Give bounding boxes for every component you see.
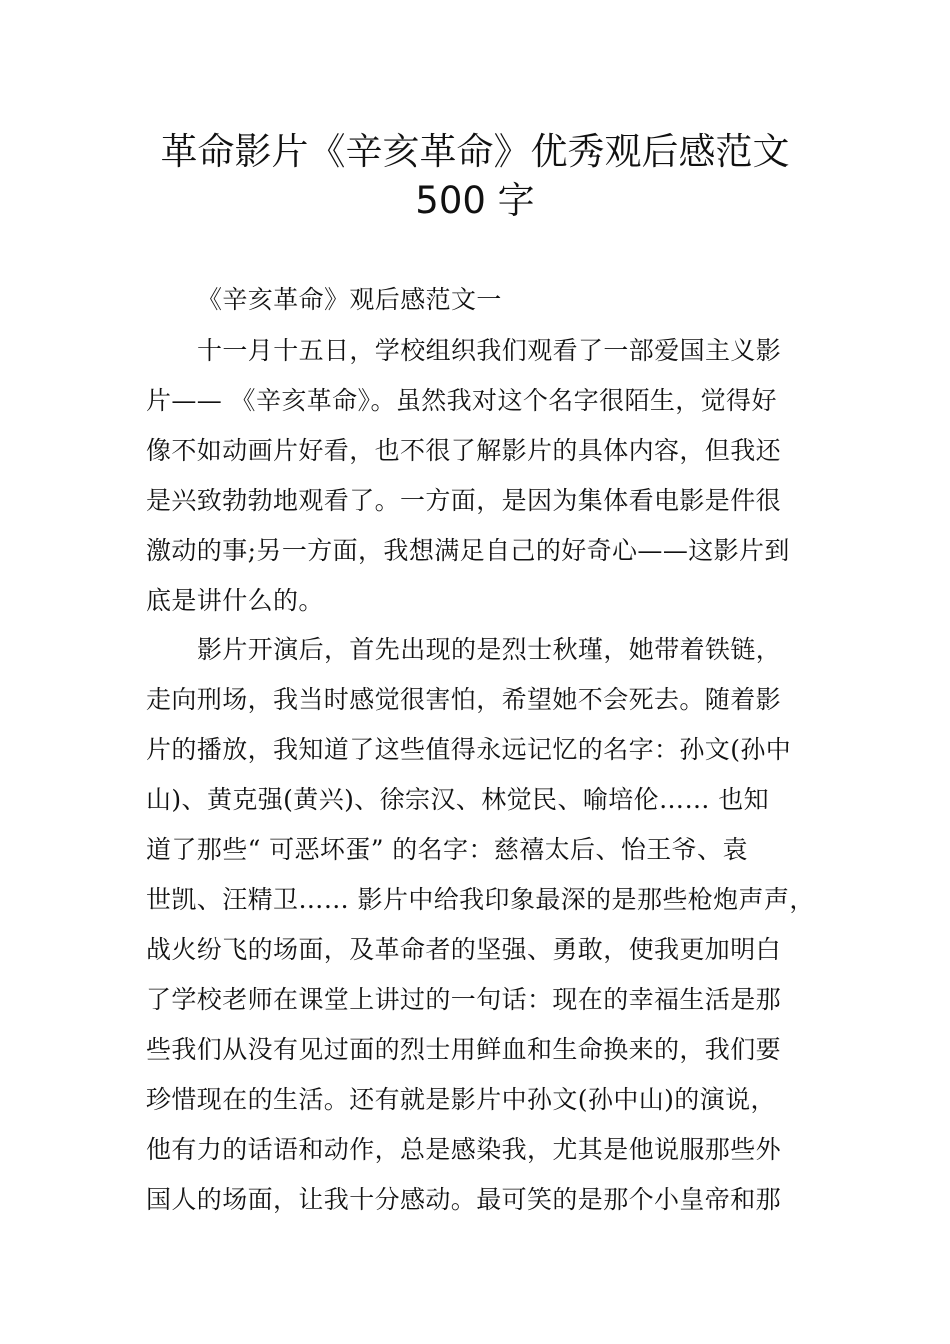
paragraph-line: 世凯、汪精卫…… 影片中给我印象最深的是那些枪炮声声， bbox=[146, 885, 815, 914]
document-title-line-1: 革命影片《辛亥革命》优秀观后感范文 bbox=[160, 130, 790, 173]
paragraph-line: 山)、黄克强(黄兴)、徐宗汉、林觉民、喻培伦…… 也知 bbox=[146, 785, 770, 814]
paragraph-line: 底是讲什么的。 bbox=[146, 586, 324, 615]
paragraph-line: 是兴致勃勃地观看了。一方面，是因为集体看电影是件很 bbox=[146, 486, 782, 515]
paragraph-line: 影片开演后，首先出现的是烈士秋瑾，她带着铁链， bbox=[197, 635, 782, 664]
paragraph-line: 十一月十五日，学校组织我们观看了一部爱国主义影 bbox=[197, 336, 782, 365]
paragraph-line: 了学校老师在课堂上讲过的一句话：现在的幸福生活是那 bbox=[146, 985, 782, 1014]
paragraph-line: 走向刑场，我当时感觉很害怕，希望她不会死去。随着影 bbox=[146, 685, 782, 714]
paragraph-line: 片—— 《辛亥革命》。虽然我对这个名字很陌生，觉得好 bbox=[146, 386, 777, 415]
paragraph-line: 像不如动画片好看，也不很了解影片的具体内容，但我还 bbox=[146, 436, 782, 465]
paragraph-line: 激动的事;另一方面，我想满足自己的好奇心——这影片到 bbox=[146, 536, 790, 565]
section-heading: 《辛亥革命》观后感范文一 bbox=[197, 285, 502, 314]
paragraph-line: 他有力的话语和动作，总是感染我，尤其是他说服那些外 bbox=[146, 1135, 782, 1164]
paragraph-line: 珍惜现在的生活。还有就是影片中孙文(孙中山)的演说， bbox=[146, 1085, 776, 1114]
document-title-line-2: 500 字 bbox=[415, 179, 535, 222]
paragraph-line: 国人的场面，让我十分感动。最可笑的是那个小皇帝和那 bbox=[146, 1185, 782, 1214]
paragraph-line: 片的播放，我知道了这些值得永远记忆的名字：孙文(孙中 bbox=[146, 735, 792, 764]
paragraph-line: 道了那些“ 可恶坏蛋” 的名字：慈禧太后、怡王爷、袁 bbox=[146, 835, 748, 864]
paragraph-line: 战火纷飞的场面，及革命者的坚强、勇敢，使我更加明白 bbox=[146, 935, 782, 964]
paragraph-line: 些我们从没有见过面的烈士用鲜血和生命换来的，我们要 bbox=[146, 1035, 782, 1064]
